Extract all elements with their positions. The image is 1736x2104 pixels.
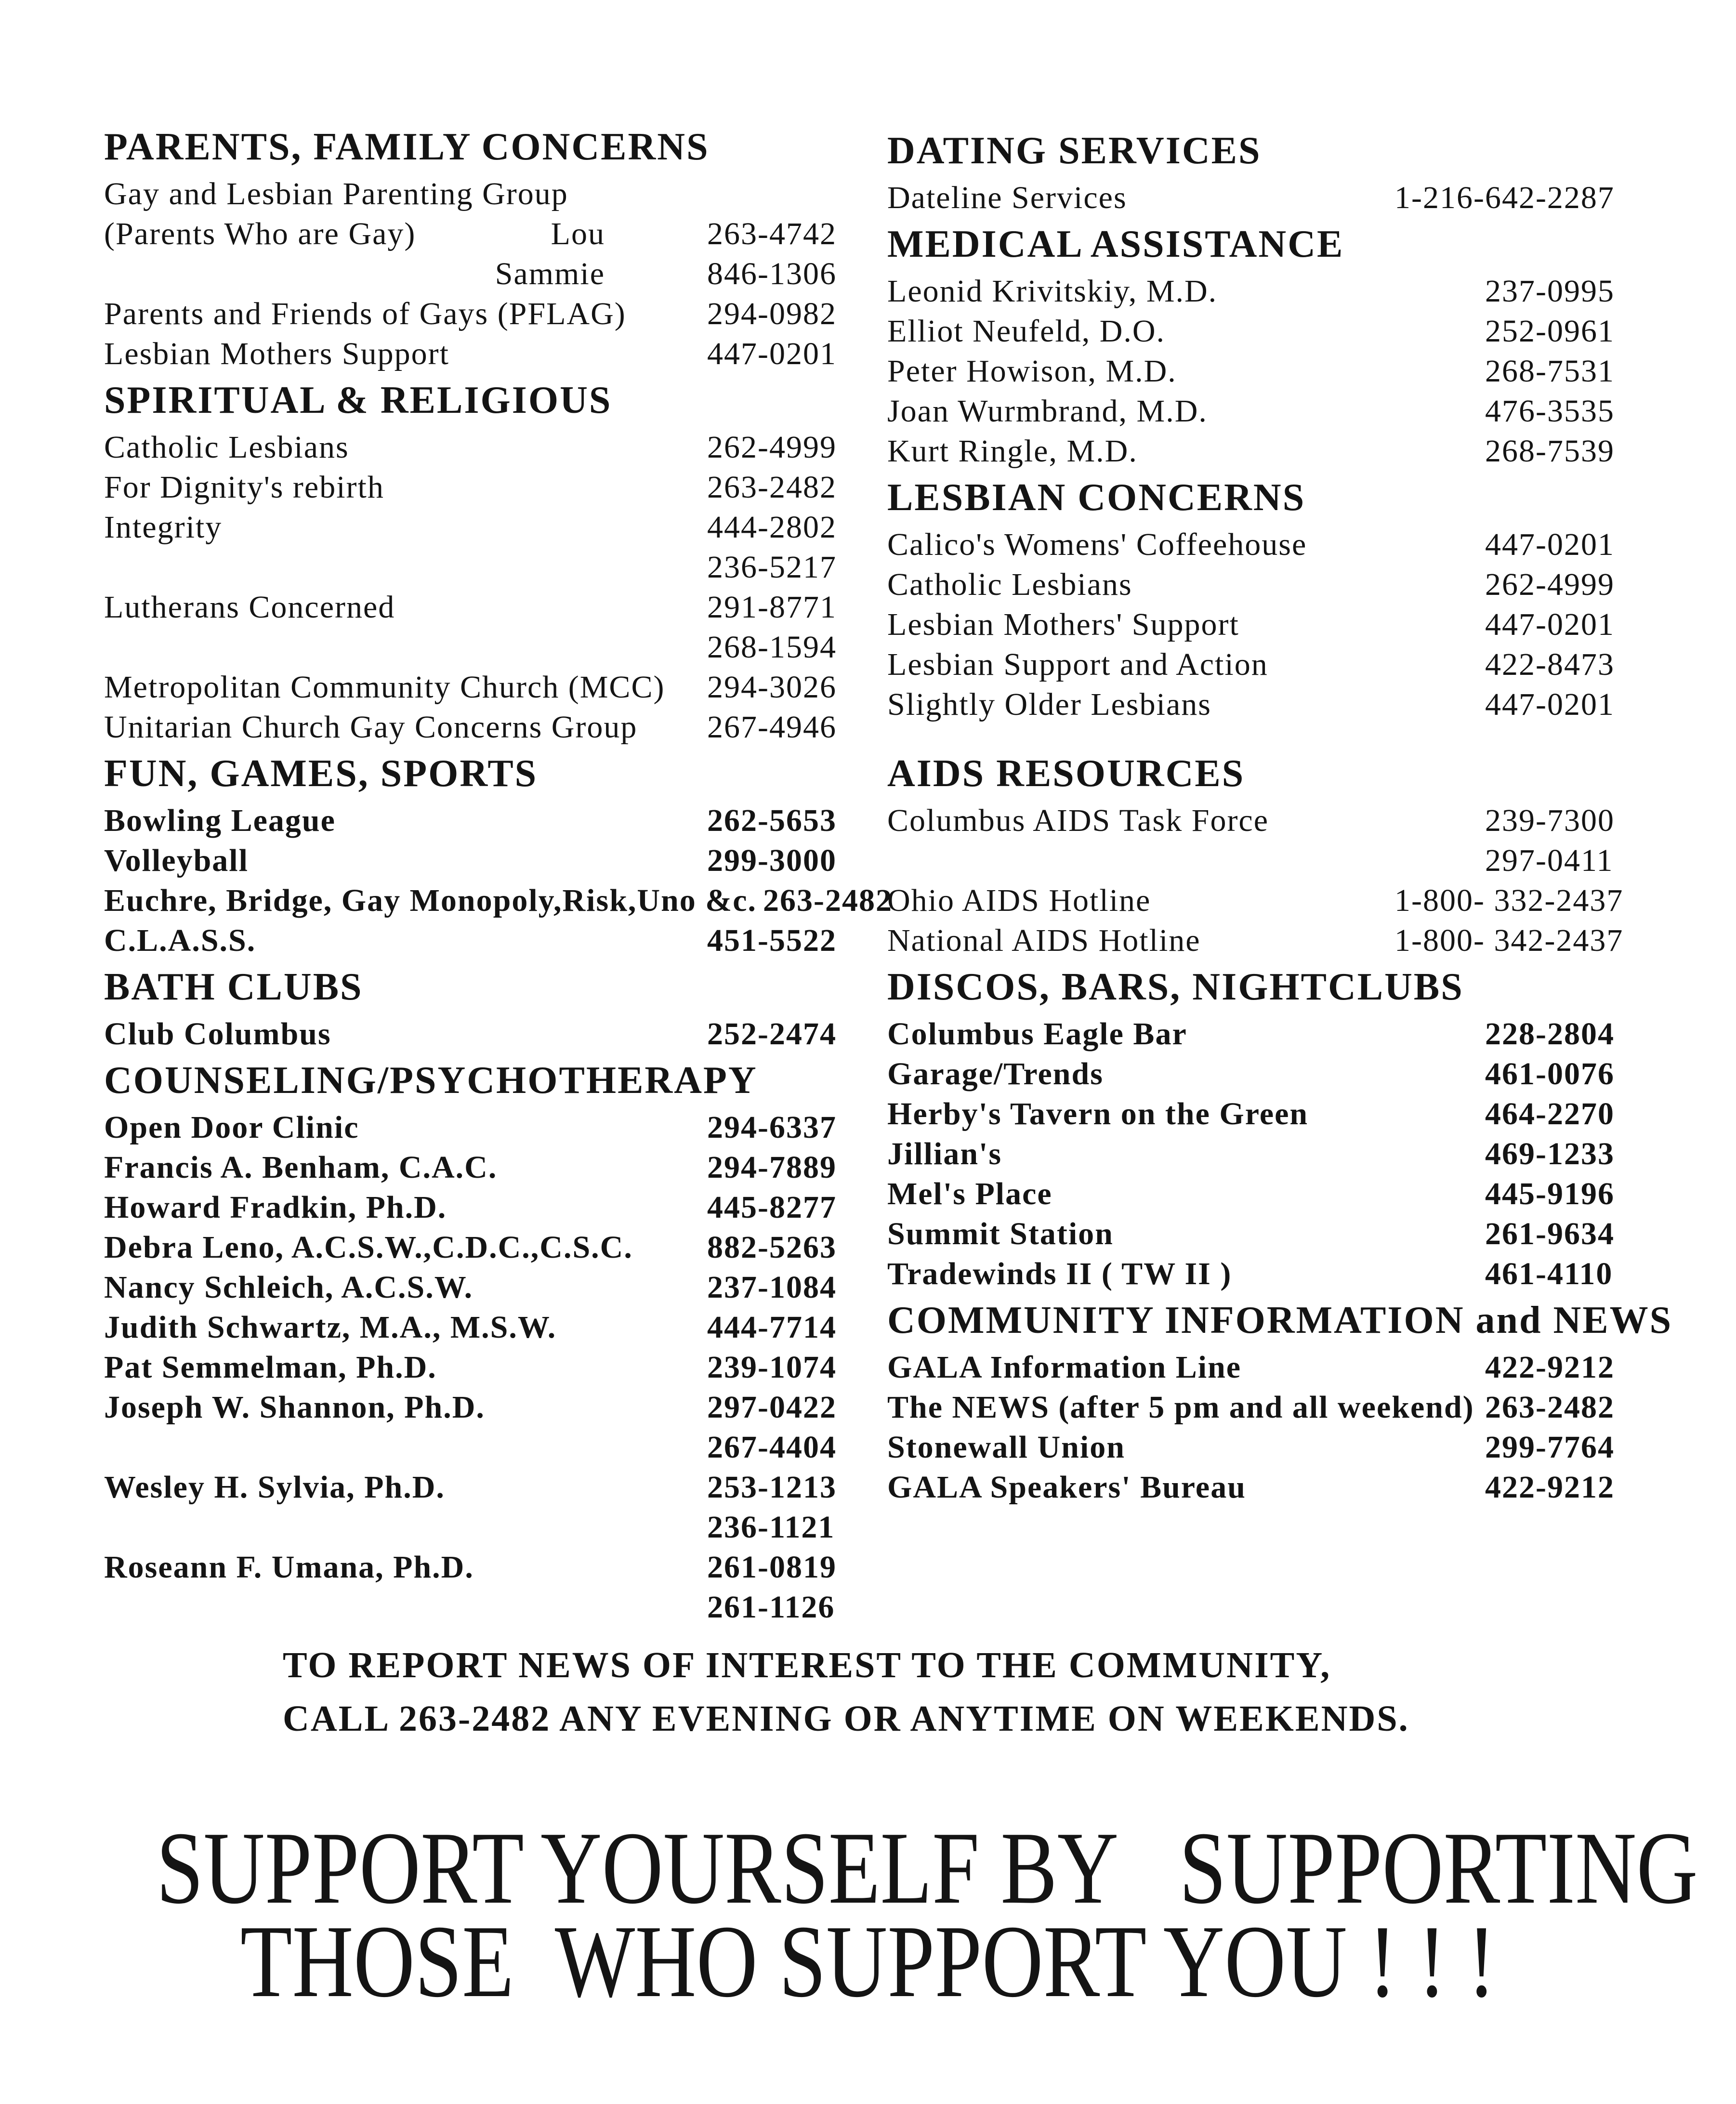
phone-number: 447-0201 (1485, 607, 1615, 642)
section-heading: FUN, GAMES, SPORTS (104, 752, 538, 795)
listing-row (104, 1547, 875, 1587)
listing-name: Catholic Lesbians (104, 430, 349, 465)
section-heading: PARENTS, FAMILY CONCERNS (104, 126, 710, 168)
phone-number: 294-7889 (707, 1150, 837, 1185)
section-heading: COMMUNITY INFORMATION and NEWS (887, 1299, 1673, 1341)
phone-number: 267-4946 (707, 710, 837, 745)
phone-number: 263-2482 (1485, 1390, 1615, 1425)
listing-row (887, 1347, 1706, 1387)
listing-row (104, 920, 875, 960)
directory-section (104, 747, 893, 960)
phone-number: 464-2270 (1485, 1096, 1615, 1131)
contact-person: Sammie (495, 256, 605, 291)
listing-row (887, 644, 1706, 684)
listing-name: Gay and Lesbian Parenting Group (104, 176, 568, 211)
listing-row (887, 1174, 1706, 1214)
listing-name: For Dignity's rebirth (104, 470, 384, 505)
phone-number: 294-3026 (707, 670, 837, 705)
listing-name: Parents and Friends of Gays (PFLAG) (104, 296, 626, 331)
listing-row (104, 1587, 875, 1627)
phone-number: 252-0961 (1485, 314, 1615, 349)
phone-number: 299-3000 (707, 843, 837, 878)
listing-name: Unitarian Church Gay Concerns Group (104, 710, 638, 745)
directory-section (104, 120, 875, 374)
listing-row (887, 1014, 1706, 1054)
phone-number: 422-8473 (1485, 647, 1615, 682)
listing-name: Dateline Services (887, 180, 1127, 215)
contact-person: Lou (551, 216, 605, 251)
phone-number: 262-4999 (1485, 567, 1615, 602)
listing-name: Mel's Place (887, 1176, 1052, 1211)
phone-number: 237-1084 (707, 1270, 837, 1305)
listing-name: Garage/Trends (887, 1056, 1104, 1091)
listing-name: Pat Semmelman, Ph.D. (104, 1350, 437, 1385)
phone-number: 263-4742 (707, 216, 837, 251)
listing-row (104, 1147, 875, 1187)
listing-row (104, 334, 875, 374)
listing-name: Slightly Older Lesbians (887, 687, 1211, 722)
listing-row (887, 271, 1706, 311)
listing-row (104, 427, 875, 467)
phone-number: 236-1121 (707, 1510, 835, 1545)
listing-name: Howard Fradkin, Ph.D. (104, 1190, 447, 1225)
phone-number: 476-3535 (1485, 394, 1615, 429)
phone-number: 846-1306 (707, 256, 837, 291)
listing-row (104, 547, 875, 587)
phone-number: 237-0995 (1485, 274, 1615, 309)
listing-row (887, 1467, 1706, 1507)
listing-row (887, 605, 1706, 644)
listing-row (104, 214, 875, 254)
listing-name: (Parents Who are Gay) (104, 216, 416, 251)
listing-name: Tradewinds II ( TW II ) (887, 1256, 1232, 1291)
listing-row (104, 667, 875, 707)
directory-section (887, 218, 1706, 471)
section-heading: COUNSELING/PSYCHOTHERAPY (104, 1059, 758, 1102)
phone-number: 261-1126 (707, 1590, 835, 1625)
listing-name: Peter Howison, M.D. (887, 354, 1177, 389)
listing-name: Columbus AIDS Task Force (887, 803, 1269, 838)
listing-row (104, 1387, 875, 1427)
listing-name: Jillian's (887, 1136, 1002, 1171)
listing-name: Euchre, Bridge, Gay Monopoly,Risk,Uno &c. (104, 883, 757, 918)
listing-name: National AIDS Hotline (887, 923, 1201, 958)
phone-number: 294-0982 (707, 296, 837, 331)
slogan-line-2: THOSE WHO SUPPORT YOU ! ! ! (240, 1904, 1496, 2019)
directory-section (887, 1294, 1706, 1507)
listing-name: C.L.A.S.S. (104, 923, 256, 958)
listing-name: Lesbian Mothers' Support (887, 607, 1239, 642)
phone-number: 297-0411 (1485, 843, 1614, 878)
listing-name: Leonid Krivitskiy, M.D. (887, 274, 1218, 309)
listing-name: Lesbian Support and Action (887, 647, 1268, 682)
phone-number: 228-2804 (1485, 1016, 1615, 1052)
phone-number: 1-800- 342-2437 (1394, 923, 1624, 958)
listing-row (104, 1507, 875, 1547)
listing-name: Stonewall Union (887, 1430, 1125, 1465)
listing-name: Integrity (104, 510, 223, 545)
listing-name: GALA Information Line (887, 1350, 1242, 1385)
listing-name: The NEWS (after 5 pm and all weekend) (887, 1390, 1474, 1425)
phone-number: 253-1213 (707, 1470, 837, 1505)
listing-row (104, 881, 893, 920)
listing-row (104, 467, 875, 507)
listing-name: Elliot Neufeld, D.O. (887, 314, 1166, 349)
phone-number: 461-4110 (1485, 1256, 1613, 1291)
listing-name: Columbus Eagle Bar (887, 1016, 1187, 1052)
listing-row (887, 920, 1706, 960)
section-heading: AIDS RESOURCES (887, 752, 1245, 795)
listing-row (104, 1347, 875, 1387)
listing-row (104, 1467, 875, 1507)
phone-number: 444-2802 (707, 510, 837, 545)
section-heading: LESBIAN CONCERNS (887, 476, 1306, 519)
phone-number: 461-0076 (1485, 1056, 1615, 1091)
section-heading: BATH CLUBS (104, 966, 363, 1008)
slogan-line-1: SUPPORT YOURSELF BY SUPPORTING (156, 1810, 1698, 1925)
listing-name: Lesbian Mothers Support (104, 336, 449, 371)
directory-section (887, 471, 1706, 724)
phone-number: 268-7539 (1485, 434, 1615, 469)
phone-number: 447-0201 (707, 336, 837, 371)
listing-name: Joan Wurmbrand, M.D. (887, 394, 1208, 429)
directory-section (104, 374, 875, 747)
phone-number: 291-8771 (707, 590, 837, 625)
notice-line-1: TO REPORT NEWS OF INTEREST TO THE COMMUNITY, (283, 1645, 1331, 1685)
phone-number: 262-5653 (707, 803, 837, 838)
phone-number: 262-4999 (707, 430, 837, 465)
listing-row (887, 881, 1706, 920)
phone-number: 267-4404 (707, 1430, 837, 1465)
listing-name: Metropolitan Community Church (MCC) (104, 670, 665, 705)
listing-name: Debra Leno, A.C.S.W.,C.D.C.,C.S.C. (104, 1230, 633, 1265)
listing-name: Francis A. Benham, C.A.C. (104, 1150, 498, 1185)
phone-number: 445-8277 (707, 1190, 837, 1225)
listing-row (104, 1227, 875, 1267)
phone-number: 239-7300 (1485, 803, 1615, 838)
phone-number: 268-7531 (1485, 354, 1615, 389)
listing-row (104, 1307, 875, 1347)
listing-name: Judith Schwartz, M.A., M.S.W. (104, 1310, 557, 1345)
listing-row (887, 311, 1706, 351)
phone-number: 263-2482 (763, 883, 893, 918)
listing-name: Wesley H. Sylvia, Ph.D. (104, 1470, 445, 1505)
phone-number: 444-7714 (707, 1310, 837, 1345)
phone-number: 445-9196 (1485, 1176, 1615, 1211)
listing-row (887, 1134, 1706, 1174)
phone-number: 422-9212 (1485, 1350, 1615, 1385)
listing-name: Roseann F. Umana, Ph.D. (104, 1550, 474, 1585)
listing-name: Lutherans Concerned (104, 590, 395, 625)
directory-section (887, 747, 1706, 960)
listing-row (104, 507, 875, 547)
section-heading: MEDICAL ASSISTANCE (887, 223, 1344, 265)
listing-name: Nancy Schleich, A.C.S.W. (104, 1270, 473, 1305)
listing-row (104, 627, 875, 667)
listing-row (104, 801, 875, 841)
listing-row (104, 1267, 875, 1307)
listing-row (104, 707, 875, 747)
listing-row (887, 1094, 1706, 1134)
section-heading: DATING SERVICES (887, 130, 1262, 172)
right-column (887, 124, 1706, 1507)
phone-number: 469-1233 (1485, 1136, 1615, 1171)
left-column (104, 120, 893, 1627)
directory-section (887, 960, 1706, 1294)
listing-row (104, 1014, 875, 1054)
section-heading: SPIRITUAL & RELIGIOUS (104, 379, 612, 421)
listing-row (887, 178, 1706, 218)
listing-name: Herby's Tavern on the Green (887, 1096, 1309, 1131)
listing-row (887, 1214, 1706, 1254)
phone-number: 447-0201 (1485, 527, 1615, 562)
section-heading: DISCOS, BARS, NIGHTCLUBS (887, 966, 1464, 1008)
phone-number: 236-5217 (707, 550, 837, 585)
listing-name: Open Door Clinic (104, 1110, 359, 1145)
listing-row (887, 841, 1706, 881)
phone-number: 261-0819 (707, 1550, 837, 1585)
phone-number: 447-0201 (1485, 687, 1615, 722)
notice-line-2: CALL 263-2482 ANY EVENING OR ANYTIME ON WEEKENDS. (283, 1698, 1409, 1739)
phone-number: 263-2482 (707, 470, 837, 505)
phone-number: 451-5522 (707, 923, 837, 958)
listing-name: Kurt Ringle, M.D. (887, 434, 1138, 469)
listing-row (887, 351, 1706, 391)
listing-row (887, 525, 1706, 565)
listing-row (104, 174, 875, 214)
listing-row (887, 565, 1706, 605)
listing-name: Club Columbus (104, 1016, 331, 1052)
listing-name: Catholic Lesbians (887, 567, 1132, 602)
listing-row (104, 587, 875, 627)
phone-number: 239-1074 (707, 1350, 837, 1385)
listing-name: Joseph W. Shannon, Ph.D. (104, 1390, 485, 1425)
listing-row (887, 1254, 1706, 1294)
phone-number: 268-1594 (707, 630, 837, 665)
phone-number: 297-0422 (707, 1390, 837, 1425)
directory-section (104, 960, 875, 1054)
listing-name: GALA Speakers' Bureau (887, 1470, 1246, 1505)
listing-name: Volleyball (104, 843, 249, 878)
directory-section (887, 124, 1706, 218)
phone-number: 1-216-642-2287 (1394, 180, 1615, 215)
listing-name: Ohio AIDS Hotline (887, 883, 1151, 918)
listing-row (887, 801, 1706, 841)
listing-name: Calico's Womens' Coffeehouse (887, 527, 1307, 562)
listing-name: Summit Station (887, 1216, 1114, 1251)
listing-row (104, 1107, 875, 1147)
listing-row (104, 294, 875, 334)
phone-number: 882-5263 (707, 1230, 837, 1265)
listing-row (887, 431, 1706, 471)
phone-number: 294-6337 (707, 1110, 837, 1145)
listing-row (104, 1427, 875, 1467)
listing-row (887, 1054, 1706, 1094)
phone-number: 1-800- 332-2437 (1394, 883, 1624, 918)
listing-row (887, 391, 1706, 431)
phone-number: 299-7764 (1485, 1430, 1615, 1465)
listing-row (887, 684, 1706, 724)
directory-section (104, 1054, 875, 1627)
listing-row (887, 1427, 1706, 1467)
listing-name: Bowling League (104, 803, 336, 838)
listing-row (104, 254, 875, 294)
listing-row (887, 1387, 1706, 1427)
phone-number: 422-9212 (1485, 1470, 1615, 1505)
phone-number: 252-2474 (707, 1016, 837, 1052)
listing-row (104, 841, 875, 881)
phone-number: 261-9634 (1485, 1216, 1615, 1251)
listing-row (104, 1187, 875, 1227)
